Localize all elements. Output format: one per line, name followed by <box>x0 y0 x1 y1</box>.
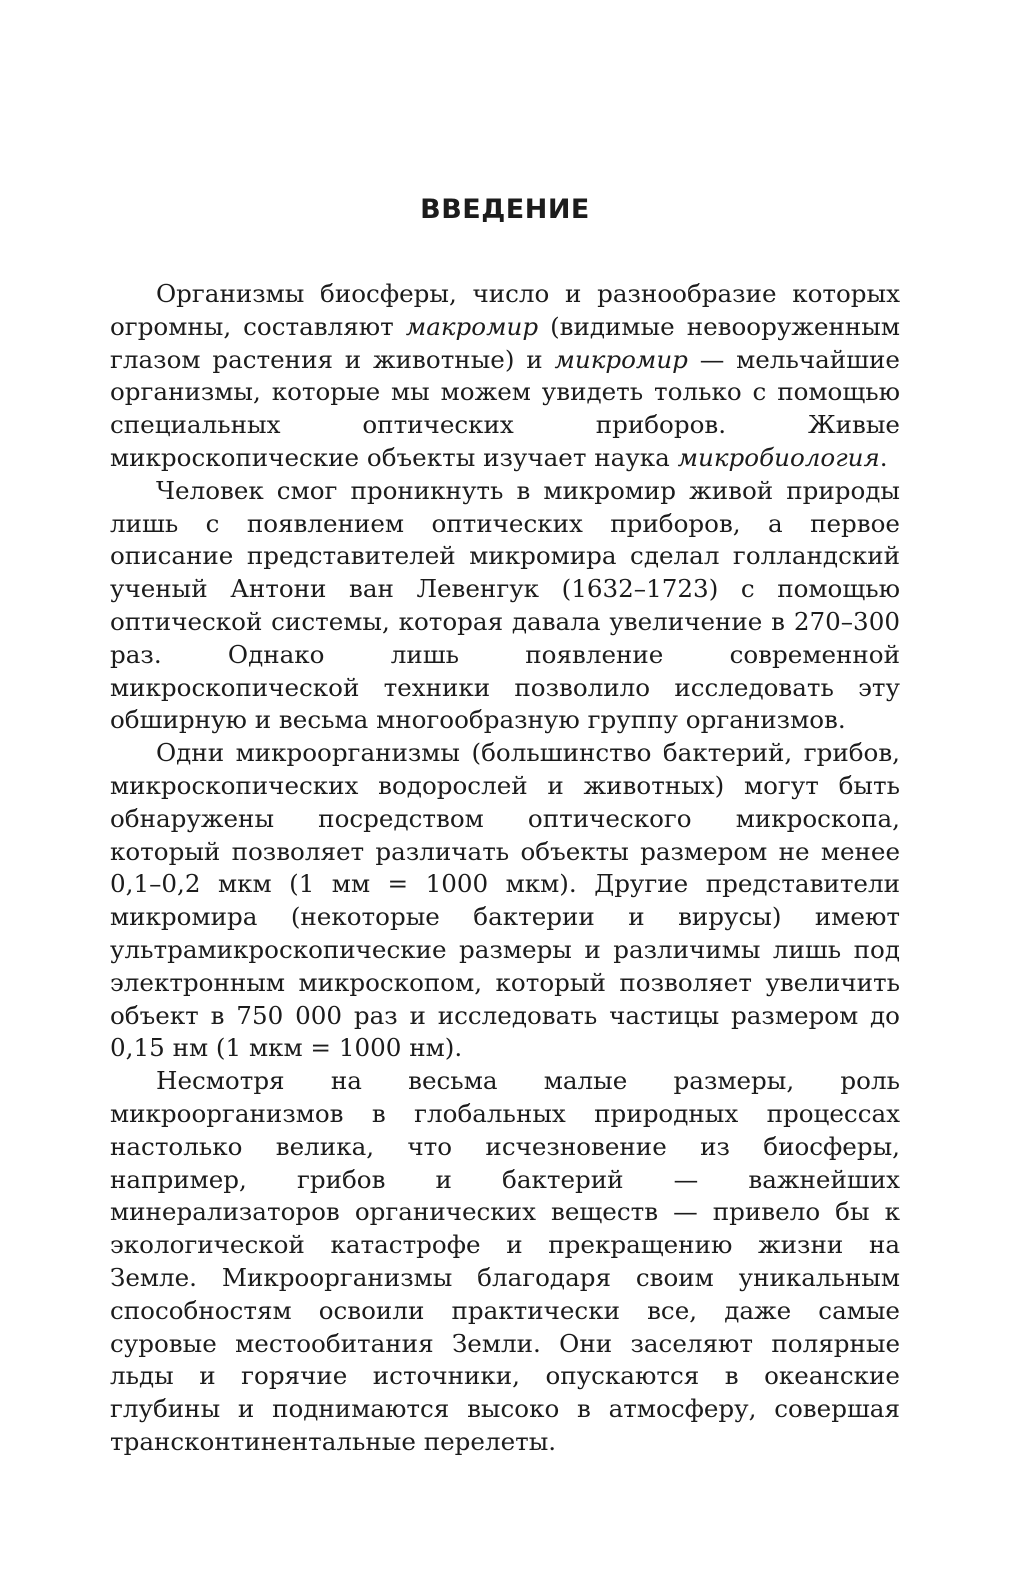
paragraph-1-text-a: Организмы биосферы, число и разнообразие которых огромны, составляют <box>110 279 900 341</box>
paragraph-2: Человек смог проникнуть в микромир живой природы лишь с появлением оптических приборов, а первое описание представителей микромира сделал голландский ученый Антони ван Левенгук (1632–1723) с помощью оптической системы, которая давала увеличение в 270–300 раз. Однако лишь появление современной микроскопической техники позволило исследовать эту обширную и весьма многообразную группу организмов. <box>110 475 900 735</box>
paragraph-1-text-b: (видимые невооруженным глазом растения и животные) и <box>110 311 900 374</box>
paragraph-4: Несмотря на весьма малые размеры, роль микроорганизмов в глобальных природных процессах настолько велика, что исчезновение из биосферы, например, грибов и бактерий — важнейших минерализаторов органических веществ — привело бы к экологической катастрофе и прекращению жизни на Земле. Микроорганизмы благодаря своим уникальным способностям освоили практически все, даже самые суровые местообитания Земли. Они заселяют полярные льды и горячие источники, опускаются в океанские глубины и поднимаются высоко в атмосферу, совершая трансконтинентальные перелеты. <box>110 1066 900 1456</box>
term-microbiology: микробиология <box>677 442 880 472</box>
paragraph-3: Одни микроорганизмы (большинство бактерий, грибов, микроскопических водорослей и животных) могут быть обнаружены посредством оптического микроскопа, который позволяет различать объекты размером не менее 0,1–0,2 мкм (1 мм = 1000 мкм). Другие представители микромира (некоторые бактерии и вирусы) имеют ультрамикроскопические размеры и различимы лишь под электронным микроскопом, который позволяет увеличить объект в 750 000 раз и исследовать частицы размером до 0,15 нм (1 мкм = 1000 нм). <box>110 738 900 1063</box>
term-macromir: макромир <box>405 311 539 341</box>
paragraph-1-text-d: . <box>879 442 888 472</box>
chapter-heading: ВВЕДЕНИЕ <box>420 194 590 225</box>
paragraph-1-text-c: — мельчайшие организмы, которые мы можем увидеть только с помощью специальных оптических приборов. Живые микроскопические объекты изучает наука <box>110 344 900 472</box>
page <box>110 188 900 1459</box>
paragraph-1 <box>110 278 900 475</box>
term-micromir: микромир <box>554 344 688 374</box>
